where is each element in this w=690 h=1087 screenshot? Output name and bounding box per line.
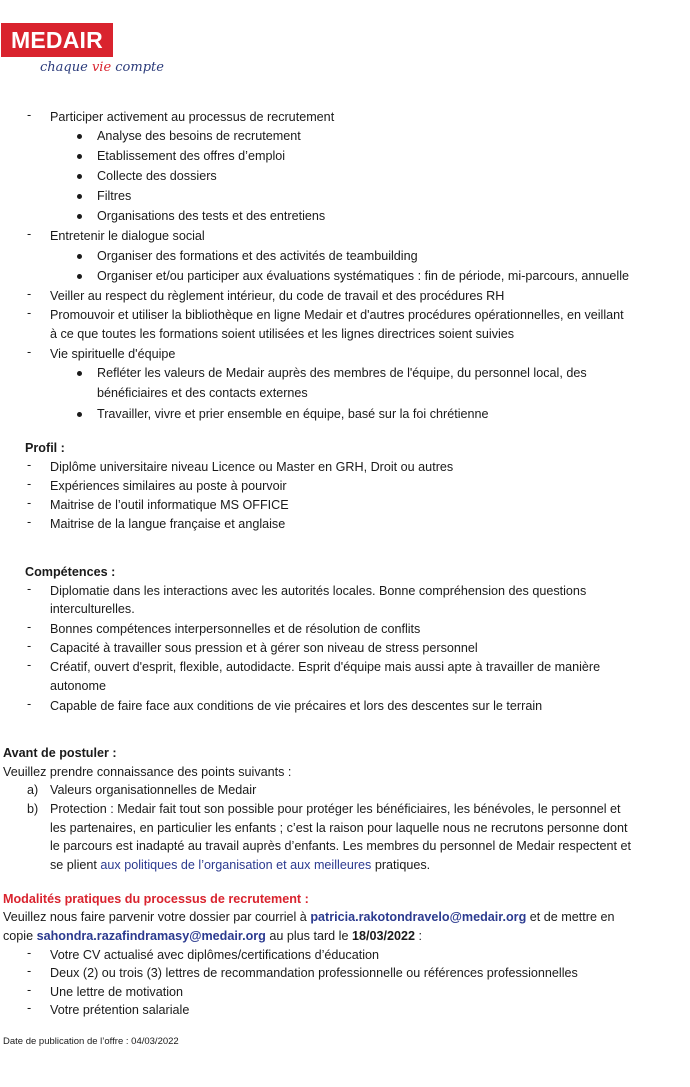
protection-item: Protection : Medair fait tout son possible pour protéger les bénéficiaires, les bénévoles, le personnel et	[50, 802, 621, 816]
profil-item: Expériences similaires au poste à pourvoir	[50, 479, 287, 493]
dash-bullet: -	[27, 1001, 32, 1015]
competences-heading: Compétences :	[25, 565, 116, 579]
competence-item-continued: interculturelles.	[50, 602, 135, 616]
dash-bullet: -	[27, 515, 32, 529]
sub-task-item: Etablissement des offres d’emploi	[97, 149, 286, 163]
list-marker-b: b)	[27, 802, 39, 816]
dash-bullet: -	[27, 458, 32, 472]
dash-bullet: -	[27, 582, 32, 596]
dash-bullet: -	[27, 983, 32, 997]
sub-task-item: Refléter les valeurs de Medair auprès des membres de l'équipe, du personnel local, des	[97, 366, 587, 380]
profil-item: Diplôme universitaire niveau Licence ou Master en GRH, Droit ou autres	[50, 460, 454, 474]
bullet-dot	[77, 371, 82, 376]
profil-item: Maitrise de l’outil informatique MS OFFICE	[50, 498, 289, 512]
dash-bullet: -	[27, 306, 32, 320]
bullet-dot	[77, 194, 82, 199]
policies-link[interactable]: aux politiques de l’organisation et aux meilleures	[100, 858, 372, 872]
modalites-instruction-continued: copie sahondra.razafindramasy@medair.org au plus tard le 18/03/2022 :	[3, 929, 423, 943]
bullet-dot	[77, 274, 82, 279]
sub-task-item: Organiser des formations et des activités de teambuilding	[97, 249, 418, 263]
competence-item: Diplomatie dans les interactions avec les autorités locales. Bonne compréhension des questions	[50, 584, 587, 598]
task-item: Entretenir le dialogue social	[50, 229, 205, 243]
competence-item: Créatif, ouvert d'esprit, flexible, autodidacte. Esprit d'équipe mais aussi apte à travailler de manière	[50, 660, 601, 674]
profil-item: Maitrise de la langue française et anglaise	[50, 517, 286, 531]
task-item-continued: à ce que toutes les formations soient utilisées et les lignes directrices soient suivies	[50, 327, 515, 341]
task-item: Veiller au respect du règlement intérieur, du code de travail et des procédures RH	[50, 289, 505, 303]
list-marker-a: a)	[27, 783, 39, 797]
sub-task-item-continued: bénéficiaires et des contacts externes	[97, 386, 308, 400]
protection-item-continued: se plient aux politiques de l’organisation et aux meilleures pratiques.	[50, 858, 431, 872]
document-item: Une lettre de motivation	[50, 985, 184, 999]
sub-task-item: Organiser et/ou participer aux évaluations systématiques : fin de période, mi-parcours, annuelle	[97, 269, 630, 283]
email-link-primary[interactable]: patricia.rakotondravelo@medair.org	[310, 910, 527, 924]
tagline: chaque vie compte	[40, 60, 164, 75]
modalites-instruction: Veuillez nous faire parvenir votre dossier par courriel à patricia.rakotondravelo@medair.org et de mettre en	[3, 910, 615, 924]
document-item: Votre prétention salariale	[50, 1003, 190, 1017]
protection-item-continued: le parcours est inadapté au travail auprès d’enfants. Les membres du personnel de Medair respectent et	[50, 839, 632, 853]
sub-task-item: Organisations des tests et des entretiens	[97, 209, 326, 223]
dash-bullet: -	[27, 477, 32, 491]
task-item: Participer activement au processus de recrutement	[50, 110, 335, 124]
dash-bullet: -	[27, 658, 32, 672]
competence-item: Bonnes compétences interpersonnelles et de résolution de conflits	[50, 622, 421, 636]
avant-heading: Avant de postuler :	[3, 746, 117, 760]
avant-intro: Veuillez prendre connaissance des points suivants :	[3, 765, 292, 779]
sub-task-item: Travailler, vivre et prier ensemble en équipe, basé sur la foi chrétienne	[97, 407, 489, 421]
profil-heading: Profil :	[25, 441, 65, 455]
document-item: Deux (2) ou trois (3) lettres de recommandation professionnelle ou références professionnelles	[50, 966, 578, 980]
publication-date: Date de publication de l’offre : 04/03/2022	[3, 1036, 179, 1047]
task-item: Promouvoir et utiliser la bibliothèque en ligne Medair et d'autres procédures opérationnelles, en veillant	[50, 308, 624, 322]
dash-bullet: -	[27, 620, 32, 634]
email-link-copy[interactable]: sahondra.razafindramasy@medair.org	[36, 929, 266, 943]
sub-task-item: Analyse des besoins de recrutement	[97, 129, 301, 143]
bullet-dot	[77, 254, 82, 259]
dash-bullet: -	[27, 946, 32, 960]
dash-bullet: -	[27, 639, 32, 653]
medair-logo: MEDAIR	[1, 23, 113, 57]
bullet-dot	[77, 214, 82, 219]
bullet-dot	[77, 412, 82, 417]
bullet-dot	[77, 174, 82, 179]
dash-bullet: -	[27, 964, 32, 978]
values-item: Valeurs organisationnelles de Medair	[50, 783, 257, 797]
competence-item: Capable de faire face aux conditions de vie précaires et lors des descentes sur le terrain	[50, 699, 543, 713]
competence-item-continued: autonome	[50, 679, 107, 693]
modalites-heading: Modalités pratiques du processus de recrutement :	[3, 892, 309, 906]
dash-bullet: -	[27, 496, 32, 510]
dash-bullet: -	[27, 345, 32, 359]
sub-task-item: Filtres	[97, 189, 132, 203]
bullet-dot	[77, 154, 82, 159]
dash-bullet: -	[27, 108, 32, 122]
protection-item-continued: les partenaires, en particulier les enfants ; c’est la raison pour laquelle nous ne recrutons personne dont	[50, 821, 628, 835]
dash-bullet: -	[27, 227, 32, 241]
task-item: Vie spirituelle d'équipe	[50, 347, 176, 361]
dash-bullet: -	[27, 697, 32, 711]
sub-task-item: Collecte des dossiers	[97, 169, 217, 183]
dash-bullet: -	[27, 287, 32, 301]
bullet-dot	[77, 134, 82, 139]
deadline-date: 18/03/2022	[351, 929, 416, 943]
document-item: Votre CV actualisé avec diplômes/certifications d’éducation	[50, 948, 380, 962]
competence-item: Capacité à travailler sous pression et à gérer son niveau de stress personnel	[50, 641, 478, 655]
